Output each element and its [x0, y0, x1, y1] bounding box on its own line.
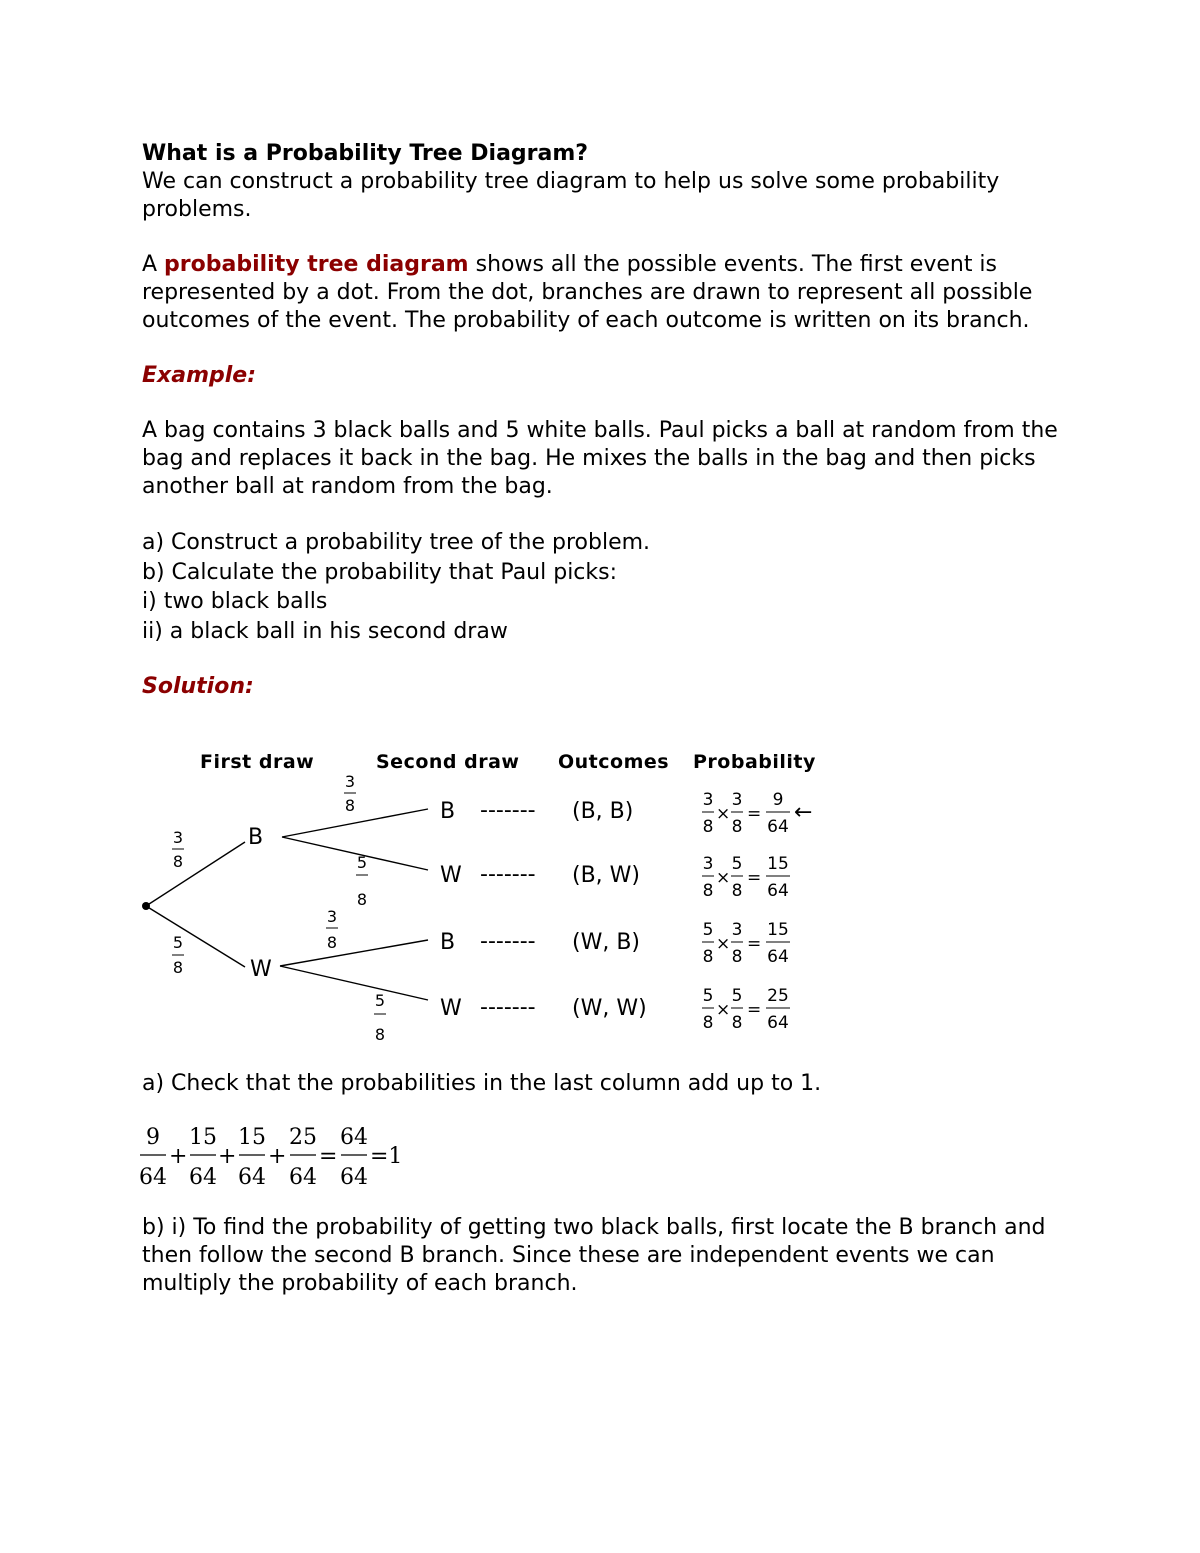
calc-num-1: 3: [702, 854, 714, 874]
calc-num-1: 3: [702, 790, 714, 810]
definition-prefix: A: [142, 252, 165, 277]
equals-sign: =: [747, 934, 762, 954]
intro-paragraph: We can construct a probability tree diagram to help us solve some probability problems.: [142, 169, 1000, 222]
branch-w-w: [280, 966, 428, 1000]
outcome-bb: (B, B): [572, 799, 634, 824]
outcome-bw: (B, W): [572, 863, 640, 888]
sum-result: =1: [370, 1144, 403, 1169]
times-sign: ×: [716, 804, 731, 824]
outcome-wb: (W, B): [572, 930, 640, 955]
probability-calc-bw: [702, 854, 790, 901]
dash-row-4: -------: [480, 995, 536, 1020]
calc-den-1: 8: [702, 947, 714, 967]
calc-den-1: 8: [702, 817, 714, 837]
branch-w-b: [280, 940, 428, 966]
calc-den-2: 8: [731, 1013, 743, 1033]
sum-den-1: 64: [139, 1165, 167, 1190]
calc-den-1: 8: [702, 1013, 714, 1033]
times-sign: ×: [716, 934, 731, 954]
fraction-num: 3: [172, 828, 184, 847]
times-sign: ×: [716, 868, 731, 888]
fraction-num: 3: [344, 772, 356, 791]
fraction-num: 5: [356, 853, 368, 872]
equals-sign: =: [747, 1000, 762, 1020]
calc-num-1: 5: [702, 986, 714, 1006]
fraction-num: 5: [172, 933, 184, 952]
probability-calc-bb: [702, 790, 812, 837]
header-second-draw: Second draw: [376, 751, 520, 773]
page-title: What is a Probability Tree Diagram?: [142, 141, 589, 166]
sum-num-3: 15: [238, 1125, 266, 1150]
calc-num-result: 15: [767, 854, 789, 874]
equals-sign: =: [747, 868, 762, 888]
fraction-den: 8: [356, 890, 368, 909]
fraction-den: 8: [326, 933, 338, 952]
calc-den-result: 64: [767, 881, 789, 901]
probability-calc-wb: [702, 920, 790, 967]
fraction-den: 8: [344, 796, 356, 815]
branch-b-w: [282, 837, 428, 870]
calc-num-2: 3: [731, 790, 743, 810]
calc-den-result: 64: [767, 1013, 789, 1033]
sum-num-2: 15: [189, 1125, 217, 1150]
definition-paragraph: [142, 251, 1072, 335]
sum-den-4: 64: [289, 1165, 317, 1190]
plus-sign-3: +: [268, 1144, 287, 1169]
sum-den-5: 64: [340, 1165, 368, 1190]
definition-rest: shows all the possible events. The first event is represented by a dot. From the dot, branches are drawn to represent all possible outcomes of the event. The probability of each outcome is written on its branch.: [142, 252, 1033, 333]
fraction-second-bb: [344, 772, 356, 815]
calc-num-result: 9: [772, 790, 784, 810]
fraction-num: 5: [374, 991, 386, 1010]
header-first-draw: First draw: [200, 751, 315, 773]
definition-term: probability tree diagram: [164, 252, 469, 277]
sum-equation: [138, 1122, 418, 1192]
dash-row-1: -------: [480, 798, 536, 823]
calc-den-result: 64: [767, 817, 789, 837]
node-second-bw: W: [440, 863, 462, 888]
probability-tree-diagram: [130, 742, 850, 1052]
calc-den-result: 64: [767, 947, 789, 967]
fraction-den: 8: [172, 852, 184, 871]
calc-num-result: 15: [767, 920, 789, 940]
document-body: [142, 140, 1072, 701]
question-b: b) Calculate the probability that Paul picks:: [142, 559, 618, 585]
outcome-ww: (W, W): [572, 996, 647, 1021]
equals-sign: =: [319, 1144, 338, 1169]
calc-num-2: 5: [731, 854, 743, 874]
fraction-second-bw: [356, 853, 368, 909]
node-second-wb: B: [440, 930, 456, 955]
fraction-den: 8: [374, 1025, 386, 1044]
plus-sign-1: +: [169, 1144, 188, 1169]
solution-label: Solution:: [142, 674, 254, 699]
sum-num-1: 9: [146, 1125, 160, 1150]
calc-num-2: 5: [731, 986, 743, 1006]
check-sum-paragraph: a) Check that the probabilities in the last column add up to 1.: [142, 1071, 822, 1096]
example-label: Example:: [142, 363, 256, 388]
dash-row-3: -------: [480, 929, 536, 954]
probability-calc-ww: [702, 986, 790, 1033]
node-second-ww: W: [440, 996, 462, 1021]
times-sign: ×: [716, 1000, 731, 1020]
calc-den-2: 8: [731, 817, 743, 837]
fraction-second-wb: [326, 907, 338, 952]
question-a: a) Construct a probability tree of the problem.: [142, 530, 651, 555]
fraction-first-b: [172, 828, 184, 871]
calc-num-1: 5: [702, 920, 714, 940]
equals-sign: =: [747, 804, 762, 824]
problem-paragraph: A bag contains 3 black balls and 5 white balls. Paul picks a ball at random from the bag and replaces it back in the bag. He mixes the balls in the bag and then picks another ball at random from the bag.: [142, 418, 1058, 499]
fraction-second-ww: [374, 991, 386, 1044]
node-first-b: B: [248, 825, 264, 850]
fraction-num: 3: [326, 907, 338, 926]
fraction-first-w: [172, 933, 184, 977]
node-first-w: W: [250, 957, 272, 982]
branch-root-b: [146, 842, 245, 906]
node-second-bb: B: [440, 799, 456, 824]
header-outcomes: Outcomes: [558, 751, 670, 773]
calc-den-1: 8: [702, 881, 714, 901]
left-arrow-icon: ←: [794, 800, 813, 825]
header-probability: Probability: [693, 751, 816, 773]
branch-root-w: [146, 906, 245, 967]
sum-num-4: 25: [289, 1125, 317, 1150]
sum-num-5: 64: [340, 1125, 368, 1150]
fraction-den: 8: [172, 958, 184, 977]
sum-den-2: 64: [189, 1165, 217, 1190]
dash-row-2: -------: [480, 862, 536, 887]
calc-num-2: 3: [731, 920, 743, 940]
calc-den-2: 8: [731, 947, 743, 967]
question-b-ii: ii) a black ball in his second draw: [142, 618, 508, 644]
part-b-paragraph: b) i) To find the probability of getting two black balls, first locate the B branch and then follow the second B branch. Since these are independent events we can multiply the probability of each branch.: [142, 1215, 1046, 1296]
sum-den-3: 64: [238, 1165, 266, 1190]
calc-den-2: 8: [731, 881, 743, 901]
calc-num-result: 25: [767, 986, 789, 1006]
question-b-i: i) two black balls: [142, 589, 328, 614]
plus-sign-2: +: [218, 1144, 237, 1169]
